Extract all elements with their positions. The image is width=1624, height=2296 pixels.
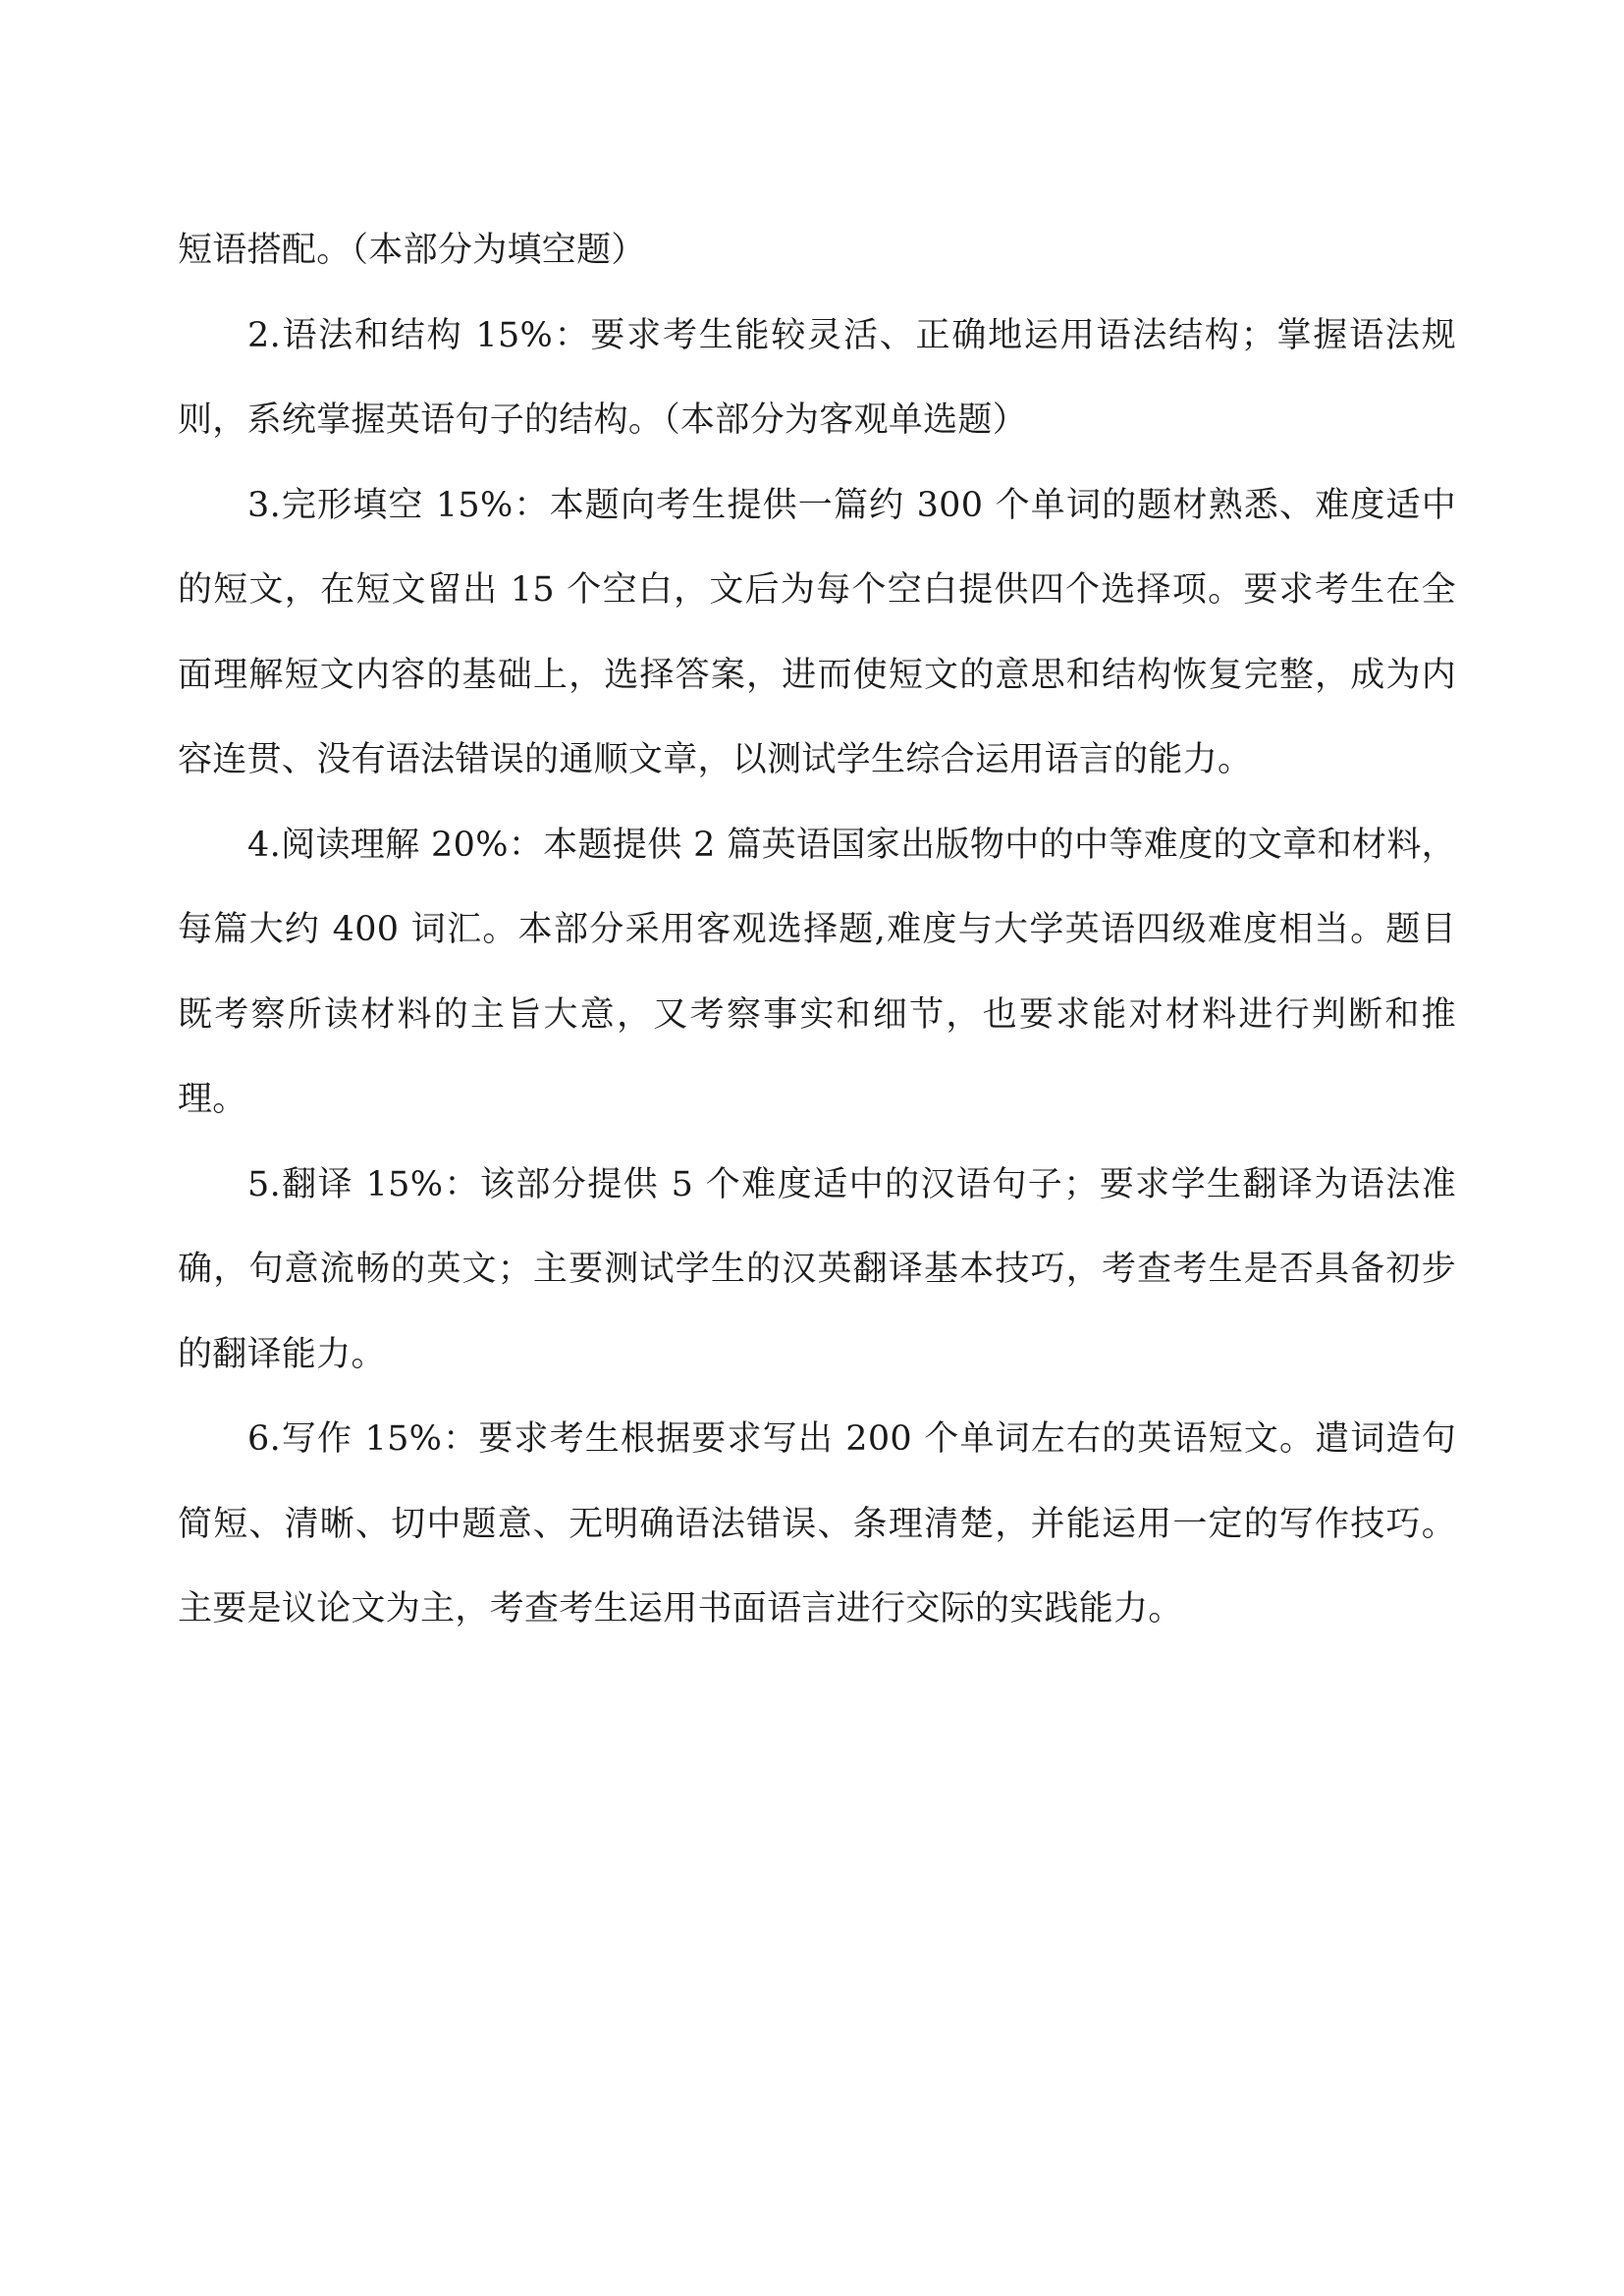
document-body bbox=[178, 208, 1456, 1652]
paragraph-grammar-structure: 2.语法和结构 15%：要求考生能较灵活、正确地运用语法结构；掌握语法规则，系统掌握英语句子的结构。（本部分为客观单选题） bbox=[178, 315, 1456, 440]
paragraph-continuation: 短语搭配。（本部分为填空题） bbox=[178, 231, 646, 270]
paragraph-reading-comprehension: 4.阅读理解 20%：本题提供 2 篇英语国家出版物中的中等难度的文章和材料，每篇大约 400 词汇。本部分采用客观选择题,难度与大学英语四级难度相当。题目既考察所读材料的主旨大意，又考察事实和细节，也要求能对材料进行判断和推理。 bbox=[178, 825, 1456, 1119]
paragraph-cloze: 3.完形填空 15%：本题向考生提供一篇约 300 个单词的题材熟悉、难度适中的短文，在短文留出 15 个空白，文后为每个空白提供四个选择项。要求考生在全面理解短文内容的基础上，选择答案，进而使短文的意思和结构恢复完整，成为内容连贯、没有语法错误的通顺文章，以测试学生综合运用语言的能力。 bbox=[178, 485, 1456, 779]
paragraph-translation: 5.翻译 15%：该部分提供 5 个难度适中的汉语句子；要求学生翻译为语法准确，句意流畅的英文；主要测试学生的汉英翻译基本技巧，考查考生是否具备初步的翻译能力。 bbox=[178, 1164, 1456, 1374]
paragraph-writing: 6.写作 15%：要求考生根据要求写出 200 个单词左右的英语短文。遣词造句简短、清晰、切中题意、无明确语法错误、条理清楚，并能运用一定的写作技巧。主要是议论文为主，考查考生运用书面语言进行交际的实践能力。 bbox=[178, 1419, 1456, 1629]
